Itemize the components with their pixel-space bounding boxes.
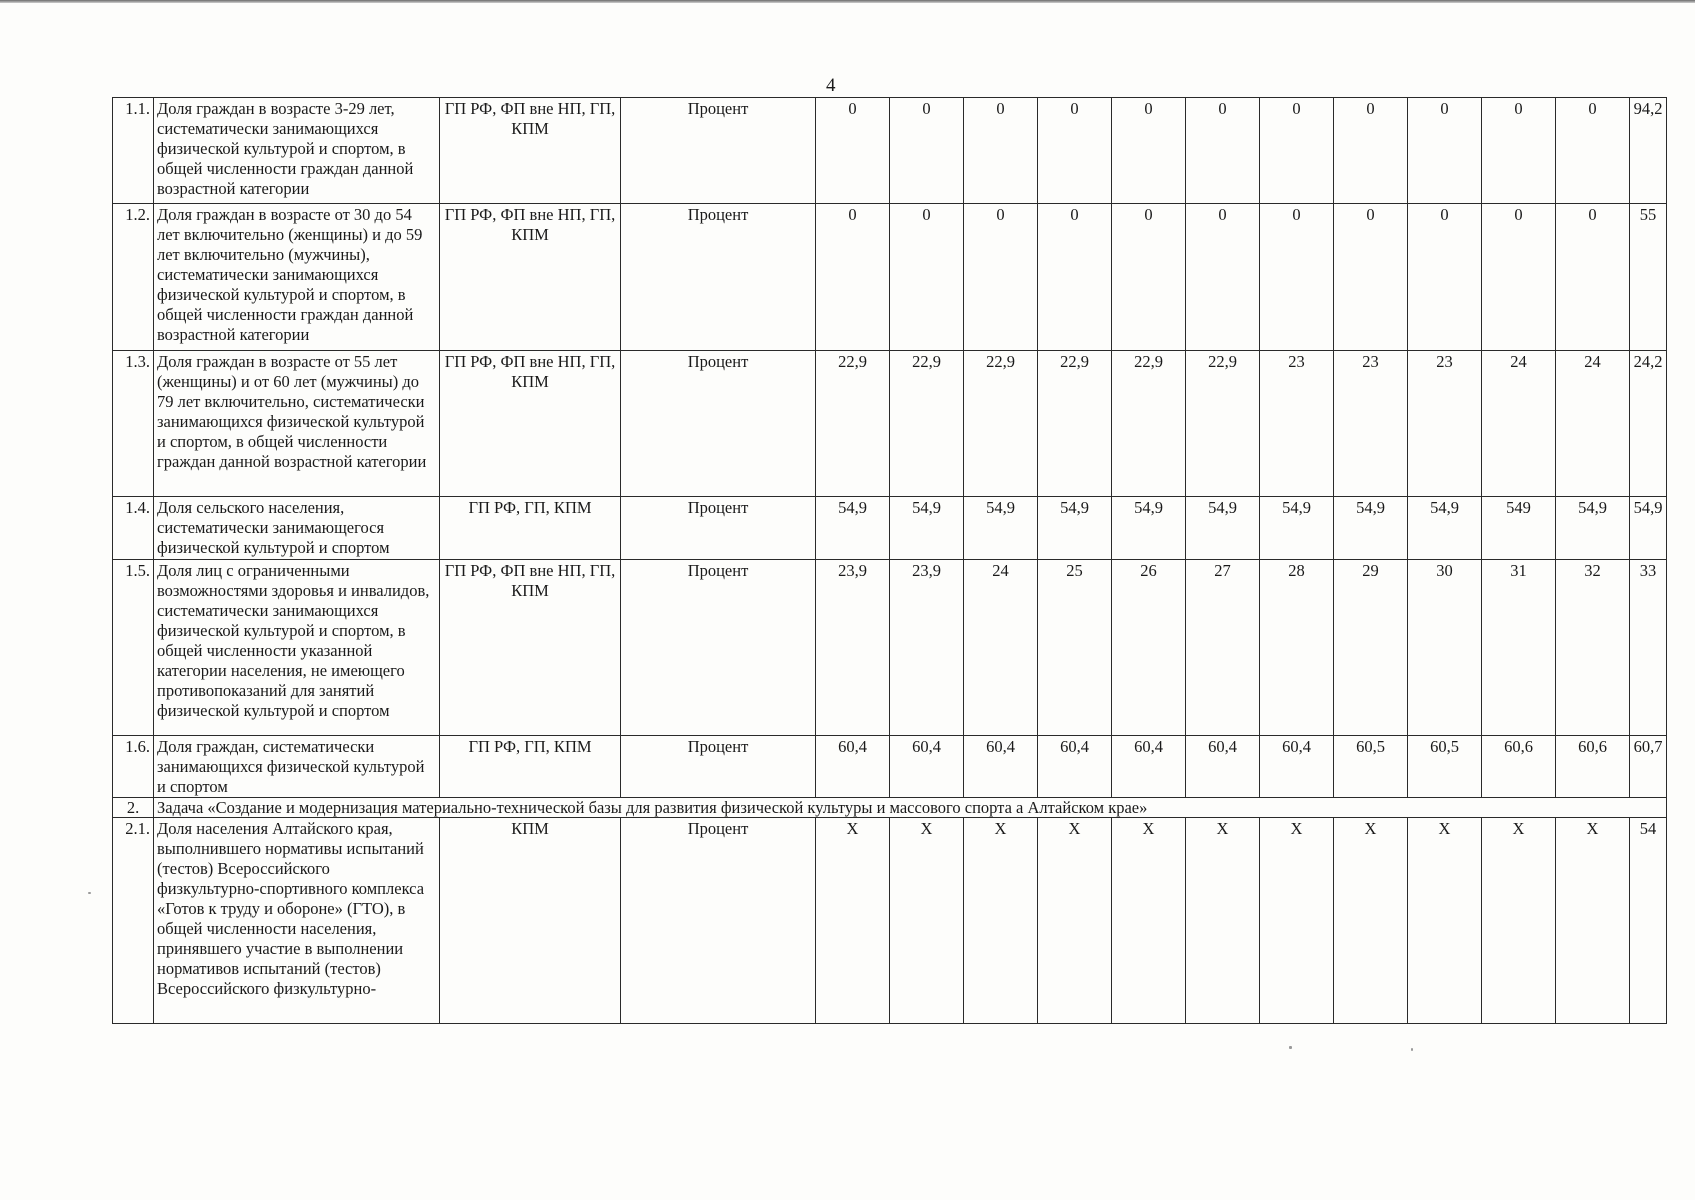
row-number: 2.1.	[113, 818, 154, 1024]
year-value-cell: 22,9	[890, 351, 964, 497]
row-number: 1.2.	[113, 204, 154, 351]
year-value-cell: 60,5	[1408, 736, 1482, 798]
year-value-cell: 0	[816, 204, 890, 351]
year-value-cell: 0	[1260, 204, 1334, 351]
scan-top-edge	[0, 0, 1695, 3]
year-value-cell: 54,9	[1260, 497, 1334, 560]
indicator-unit: Процент	[621, 560, 816, 736]
year-value-cell: 30	[1408, 560, 1482, 736]
year-value-cell: 60,4	[1038, 736, 1112, 798]
indicator-name: Доля населения Алтайского края, выполнившего нормативы испытаний (тестов) Всероссийского физкультурно-спортивного комплекса «Готов к труду и обороне» (ГТО), в общей численности населения, принявшего участие в выполнении нормативов испытаний (тестов) Всероссийского физкультурно-	[154, 818, 440, 1024]
task-row	[113, 798, 1667, 818]
scan-speck	[1289, 1046, 1292, 1049]
year-value-cell: 33	[1630, 560, 1667, 736]
indicator-name: Доля граждан в возрасте от 30 до 54 лет включительно (женщины) и до 59 лет включительно (мужчины), систематически занимающихся физической культурой и спортом, в общей численности граждан данной возрастной категории	[154, 204, 440, 351]
year-value-cell: 24	[1482, 351, 1556, 497]
year-value-cell: 0	[1334, 204, 1408, 351]
table-row	[113, 818, 1667, 1024]
indicator-source: ГП РФ, ГП, КПМ	[440, 497, 621, 560]
row-number: 1.6.	[113, 736, 154, 798]
year-value-cell: 0	[1186, 204, 1260, 351]
year-value-cell: 60,4	[964, 736, 1038, 798]
year-value-cell: 0	[1260, 98, 1334, 204]
year-value-cell: 0	[1408, 204, 1482, 351]
year-value-cell: 60,4	[1186, 736, 1260, 798]
year-value-cell: Х	[816, 818, 890, 1024]
year-value-cell: 23	[1408, 351, 1482, 497]
task-title: Задача «Создание и модернизация материально-технической базы для развития физической культуры и массового спорта а Алтайском крае»	[154, 798, 1667, 818]
year-value-cell: 22,9	[1186, 351, 1260, 497]
year-value-cell: 31	[1482, 560, 1556, 736]
year-value-cell: 26	[1112, 560, 1186, 736]
year-value-cell: 0	[816, 98, 890, 204]
year-value-cell: 60,6	[1482, 736, 1556, 798]
indicator-source: ГП РФ, ФП вне НП, ГП, КПМ	[440, 204, 621, 351]
year-value-cell: 27	[1186, 560, 1260, 736]
year-value-cell: 23	[1334, 351, 1408, 497]
year-value-cell: 0	[1408, 98, 1482, 204]
year-value-cell: 54,9	[890, 497, 964, 560]
year-value-cell: Х	[890, 818, 964, 1024]
year-value-cell: 0	[964, 204, 1038, 351]
indicator-name: Доля граждан, систематически занимающихся физической культурой и спортом	[154, 736, 440, 798]
indicator-source: ГП РФ, ФП вне НП, ГП, КПМ	[440, 98, 621, 204]
year-value-cell: 24	[1556, 351, 1630, 497]
scan-speck	[88, 892, 91, 894]
year-value-cell: 0	[1482, 204, 1556, 351]
year-value-cell: 94,2	[1630, 98, 1667, 204]
year-value-cell: 0	[1482, 98, 1556, 204]
row-number: 1.3.	[113, 351, 154, 497]
indicator-name: Доля сельского населения, систематически занимающегося физической культурой и спортом	[154, 497, 440, 560]
task-number: 2.	[113, 798, 154, 818]
year-value-cell: 54,9	[1186, 497, 1260, 560]
year-value-cell: 54,9	[1112, 497, 1186, 560]
year-value-cell: 0	[1112, 98, 1186, 204]
indicator-unit: Процент	[621, 818, 816, 1024]
indicator-rows	[113, 98, 1667, 798]
row-number: 1.4.	[113, 497, 154, 560]
year-value-cell: 60,7	[1630, 736, 1667, 798]
year-value-cell: 23,9	[816, 560, 890, 736]
scan-speck	[1411, 1048, 1413, 1051]
year-value-cell: 549	[1482, 497, 1556, 560]
year-value-cell: Х	[1186, 818, 1260, 1024]
year-value-cell: 60,4	[816, 736, 890, 798]
year-value-cell: 0	[1038, 98, 1112, 204]
year-value-cell: 54,9	[816, 497, 890, 560]
year-value-cell: Х	[1260, 818, 1334, 1024]
year-value-cell: 54,9	[1334, 497, 1408, 560]
year-value-cell: 23	[1260, 351, 1334, 497]
table-row	[113, 204, 1667, 351]
year-value-cell: Х	[1408, 818, 1482, 1024]
indicator-unit: Процент	[621, 497, 816, 560]
year-value-cell: 54,9	[964, 497, 1038, 560]
indicator-source: ГП РФ, ГП, КПМ	[440, 736, 621, 798]
year-value-cell: 54	[1630, 818, 1667, 1024]
year-value-cell: Х	[1482, 818, 1556, 1024]
indicators-table	[112, 97, 1667, 1024]
year-value-cell: 22,9	[816, 351, 890, 497]
task-section	[113, 798, 1667, 818]
year-value-cell: 22,9	[964, 351, 1038, 497]
year-value-cell: Х	[1556, 818, 1630, 1024]
row-number: 1.1.	[113, 98, 154, 204]
year-value-cell: 0	[1112, 204, 1186, 351]
year-value-cell: 29	[1334, 560, 1408, 736]
year-value-cell: Х	[964, 818, 1038, 1024]
year-value-cell: 0	[1186, 98, 1260, 204]
year-value-cell: 60,6	[1556, 736, 1630, 798]
indicator-unit: Процент	[621, 736, 816, 798]
year-value-cell: 60,4	[1112, 736, 1186, 798]
year-value-cell: 24,2	[1630, 351, 1667, 497]
year-value-cell: 55	[1630, 204, 1667, 351]
table-row	[113, 497, 1667, 560]
year-value-cell: Х	[1112, 818, 1186, 1024]
year-value-cell: 54,9	[1038, 497, 1112, 560]
table-row	[113, 98, 1667, 204]
year-value-cell: 0	[1334, 98, 1408, 204]
year-value-cell: 0	[1038, 204, 1112, 351]
year-value-cell: 60,5	[1334, 736, 1408, 798]
page-number: 4	[826, 75, 836, 96]
indicator-name: Доля граждан в возрасте от 55 лет (женщины) и от 60 лет (мужчины) до 79 лет включительно, систематически занимающихся физической культурой и спортом, в общей численности граждан данной возрастной категории	[154, 351, 440, 497]
indicator-unit: Процент	[621, 351, 816, 497]
year-value-cell: 24	[964, 560, 1038, 736]
indicator-name: Доля граждан в возрасте 3-29 лет, систематически занимающихся физической культурой и спортом, в общей численности граждан данной возрастной категории	[154, 98, 440, 204]
year-value-cell: 23,9	[890, 560, 964, 736]
year-value-cell: 32	[1556, 560, 1630, 736]
year-value-cell: 25	[1038, 560, 1112, 736]
year-value-cell: 28	[1260, 560, 1334, 736]
year-value-cell: 60,4	[890, 736, 964, 798]
year-value-cell: 22,9	[1112, 351, 1186, 497]
year-value-cell: 54,9	[1408, 497, 1482, 560]
year-value-cell: Х	[1334, 818, 1408, 1024]
year-value-cell: 54,9	[1556, 497, 1630, 560]
table-row	[113, 351, 1667, 497]
indicator-source: ГП РФ, ФП вне НП, ГП, КПМ	[440, 560, 621, 736]
indicator-unit: Процент	[621, 98, 816, 204]
year-value-cell: 0	[964, 98, 1038, 204]
table-row	[113, 560, 1667, 736]
indicator-unit: Процент	[621, 204, 816, 351]
year-value-cell: Х	[1038, 818, 1112, 1024]
year-value-cell: 0	[1556, 98, 1630, 204]
year-value-cell: 0	[890, 98, 964, 204]
year-value-cell: 22,9	[1038, 351, 1112, 497]
year-value-cell: 0	[1556, 204, 1630, 351]
table-row	[113, 736, 1667, 798]
indicator-source: ГП РФ, ФП вне НП, ГП, КПМ	[440, 351, 621, 497]
year-value-cell: 60,4	[1260, 736, 1334, 798]
year-value-cell: 0	[890, 204, 964, 351]
indicator-source: КПМ	[440, 818, 621, 1024]
task-indicator-rows	[113, 818, 1667, 1024]
indicator-name: Доля лиц с ограниченными возможностями здоровья и инвалидов, систематически занимающихся физической культурой и спортом, в общей численности указанной категории населения, не имеющего противопоказаний для занятий физической культурой и спортом	[154, 560, 440, 736]
year-value-cell: 54,9	[1630, 497, 1667, 560]
row-number: 1.5.	[113, 560, 154, 736]
